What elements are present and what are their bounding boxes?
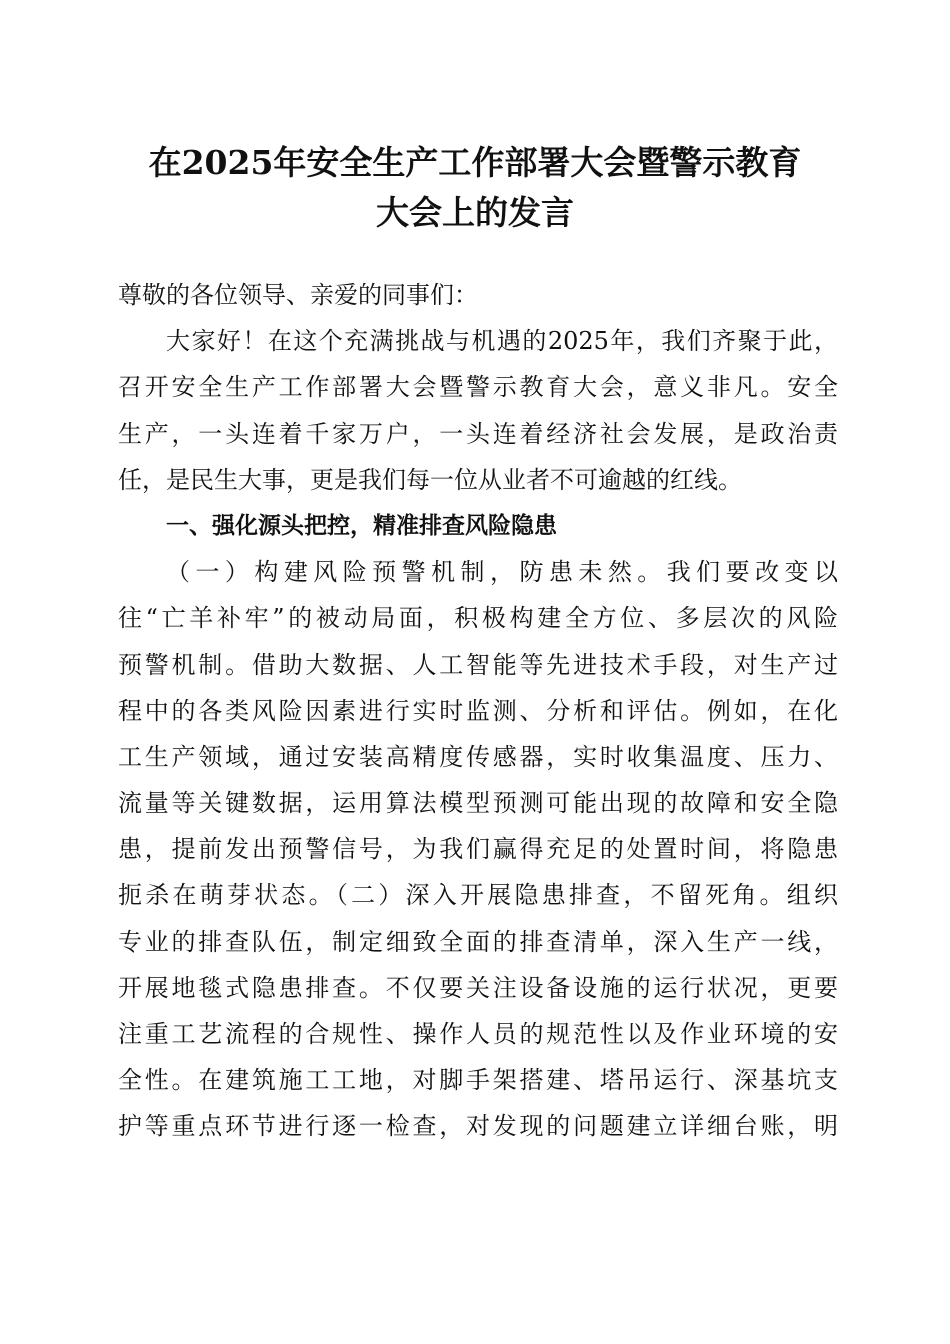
section-1-line-4: 程中的各类风险因素进行实时监测、分析和评估。例如，在化 [118, 696, 838, 725]
section-1-line-6: 流量等关键数据，运用算法模型预测可能出现的故障和安全隐 [118, 789, 838, 818]
section-1-line-10: 开展地毯式隐患排查。不仅要关注设备设施的运行状况，更要 [118, 973, 838, 1002]
section-1-line-2: 往“亡羊补牢”的被动局面，积极构建全方位、多层次的风险 [118, 604, 838, 633]
section-1-heading: 一、强化源头把控，精准排查风险隐患 [166, 512, 557, 539]
intro-line-2: 召开安全生产工作部署大会暨警示教育大会，意义非凡。安全 [118, 373, 838, 402]
section-1-line-13: 护等重点环节进行逐一检查，对发现的问题建立详细台账，明 [118, 1112, 838, 1141]
intro-line-1: 大家好！在这个充满挑战与机遇的2025年，我们齐聚于此， [166, 327, 838, 356]
title-line-1: 在2025年安全生产工作部署大会暨警示教育 [148, 143, 802, 182]
document-body [118, 272, 838, 1150]
section-1-line-9: 专业的排查队伍，制定细致全面的排查清单，深入生产一线， [118, 927, 838, 956]
document-title [100, 138, 850, 238]
section-1-line-11: 注重工艺流程的合规性、操作人员的规范性以及作业环境的安 [118, 1020, 838, 1048]
title-line-2: 大会上的发言 [376, 193, 574, 232]
salutation: 尊敬的各位领导、亲爱的同事们： [118, 281, 478, 309]
intro-line-4: 任，是民生大事，更是我们每一位从业者不可逾越的红线。 [118, 465, 742, 494]
section-1-line-3: 预警机制。借助大数据、人工智能等先进技术手段，对生产过 [118, 650, 838, 679]
section-1-line-8: 扼杀在萌芽状态。（二）深入开展隐患排查，不留死角。组织 [118, 881, 838, 910]
section-1-line-1: （一）构建风险预警机制，防患未然。我们要改变以 [166, 558, 838, 587]
section-1-line-7: 患，提前发出预警信号，为我们赢得充足的处置时间，将隐患 [118, 835, 838, 864]
section-1-line-5: 工生产领域，通过安装高精度传感器，实时收集温度、压力、 [118, 742, 838, 771]
intro-line-3: 生产，一头连着千家万户，一头连着经济社会发展，是政治责 [118, 419, 838, 448]
section-1-line-12: 全性。在建筑施工工地，对脚手架搭建、塔吊运行、深基坑支 [118, 1066, 838, 1095]
